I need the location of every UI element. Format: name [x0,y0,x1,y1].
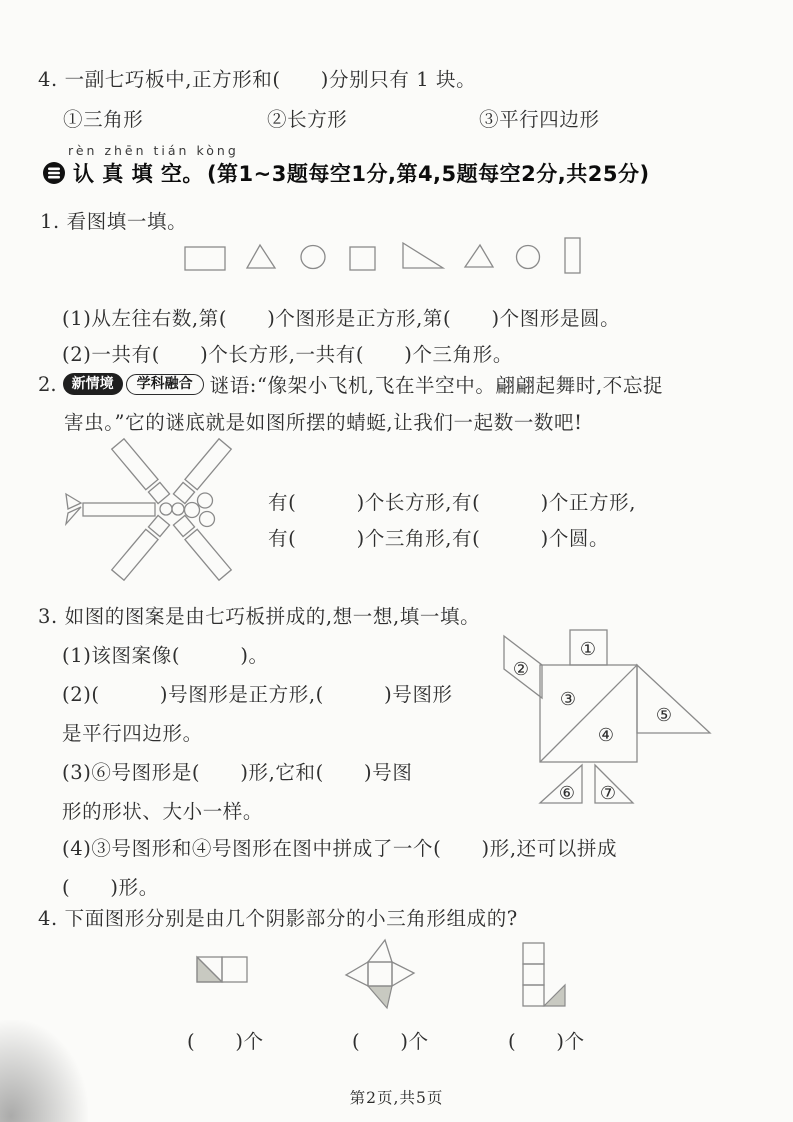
question-2-line2: 害虫。”它的谜底就是如图所摆的蜻蜓,让我们一起数一数吧! [64,411,583,434]
answer-blank-c: ( )个 [508,1030,585,1053]
shapes-row-figure [182,236,602,278]
question-1-sub2: (2)一共有( )个长方形,一共有( )个三角形。 [62,343,513,366]
section-pinyin: rèn zhēn tián kòng [68,143,239,158]
tangram-label-5: ⑤ [655,705,673,726]
option-1-triangle: ①三角形 [63,108,144,131]
question-3-sub2b: 是平行四边形。 [62,722,203,745]
tangram-label-3: ③ [559,689,577,710]
shape-triangle-2 [465,245,493,267]
question-4-prompt: 4. 一副七巧板中,正方形和( )分别只有 1 块。 [38,68,477,91]
dragonfly-circle-2 [172,503,184,515]
question-3-sub4b: ( )形。 [62,876,159,899]
tangram-label-6: ⑥ [558,783,576,804]
dragonfly-eye-circle-top [198,493,213,508]
question-1-prompt: 1. 看图填一填。 [40,210,188,233]
option-2-rectangle: ②长方形 [267,108,348,131]
tangram-diagonal [540,665,637,762]
dragonfly-head-circle [185,503,200,518]
question-4-shaded-prompt: 4. 下面图形分别是由几个阴影部分的小三角形组成的? [38,907,518,930]
tangram-label-4: ④ [597,725,615,746]
answer-blank-b: ( )个 [352,1030,429,1053]
question-2-fill1: 有( )个长方形,有( )个正方形, [268,491,637,514]
question-2-line1: 谜语:“像架小飞机,飞在半空中。翩翩起舞时,不忘捉 [209,374,664,397]
shaded-figure-b-pinwheel [337,933,419,1013]
tangram-bird-figure [480,615,765,815]
tangram-piece-5-triangle [637,665,710,733]
shape-square [350,247,375,270]
shape-tall-rectangle [565,238,580,273]
circled-three-lines-icon [42,161,66,185]
dragonfly-tail-triangle-1 [66,494,81,509]
question-1-sub1: (1)从左往右数,第( )个图形是正方形,第( )个图形是圆。 [62,307,621,330]
question-2-fill2: 有( )个三角形,有( )个圆。 [268,527,610,550]
dragonfly-wing-lower-left [112,515,170,580]
shape-right-triangle [403,243,443,268]
shape-circle [301,246,325,269]
dragonfly-eye-circle-bottom [200,512,215,527]
tangram-label-2: ② [512,659,530,680]
scan-corner-shadow [0,1020,88,1122]
badge-new-context: 新情境 [63,373,123,395]
question-3-sub3b: 形的形状、大小一样。 [62,800,264,823]
dragonfly-figure [55,437,270,587]
shaded-figure-a [195,955,251,986]
shaded-triangle-b [368,986,392,1008]
tangram-label-1: ① [579,639,597,660]
question-2-row [38,370,663,398]
section-title: 认 真 填 空。 [73,162,204,186]
badge-subject-integration: 学科融合 [126,374,204,395]
shaded-triangle-c [544,985,565,1006]
section-score-note: (第1~3题每空1分,第4,5题每空2分,共25分) [206,162,650,186]
shape-circle-2 [517,246,540,269]
shape-rectangle [185,247,225,270]
page-footer: 第2页,共5页 [349,1089,444,1107]
question-3-sub2a: (2)( )号图形是正方形,( )号图形 [62,683,453,706]
question-3-prompt: 3. 如图的图案是由七巧板拼成的,想一想,填一填。 [38,605,481,628]
shaded-figure-c [520,941,570,1009]
question-3-sub1: (1)该图案像( )。 [62,644,269,667]
question-3-sub3a: (3)⑥号图形是( )形,它和( )号图 [62,761,413,784]
question-3-sub4a: (4)③号图形和④号图形在图中拼成了一个( )形,还可以拼成 [62,837,618,860]
option-3-parallelogram: ③平行四边形 [479,108,600,131]
answer-blank-a: ( )个 [187,1030,264,1053]
tangram-label-7: ⑦ [599,783,617,804]
section-header [42,158,650,188]
dragonfly-circle-1 [160,503,172,515]
dragonfly-wing-upper-left [112,439,170,504]
shape-triangle [247,245,275,268]
question-2-number: 2. [38,372,57,396]
dragonfly-body-rectangle [83,503,155,516]
